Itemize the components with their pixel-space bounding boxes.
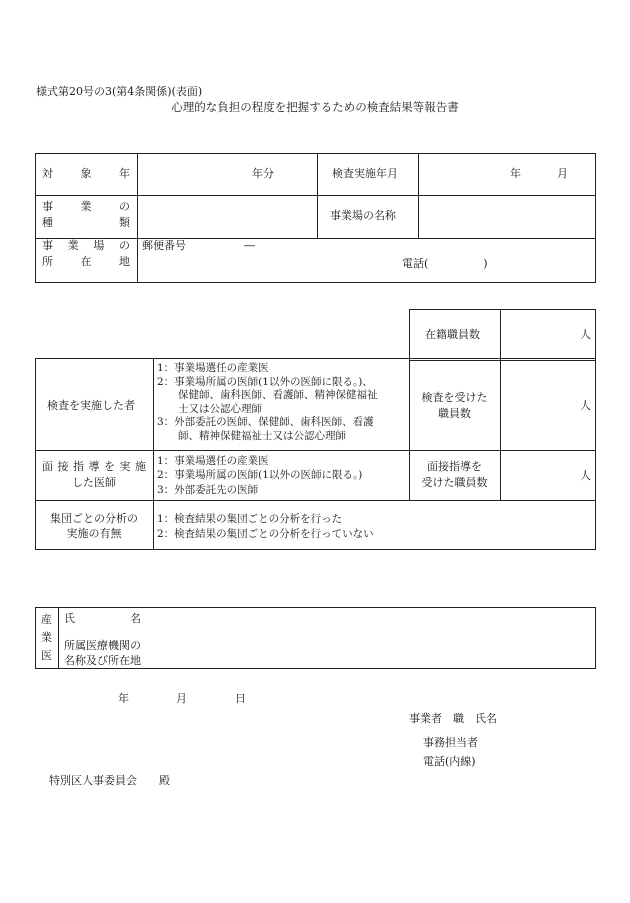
- divider: [153, 358, 154, 550]
- business-type-label: 事 業 の: [42, 200, 130, 213]
- physician-label-char: 産: [41, 613, 52, 626]
- workplace-location-label: 事 業 場 の: [42, 239, 130, 252]
- group-analysis-option: 1：検査結果の集団ごとの分析を行った: [157, 513, 343, 525]
- institution-label: 名称及び所在地: [64, 654, 141, 667]
- phone-extension-label: 電話(内線): [423, 755, 476, 768]
- group-analysis-label: 実施の有無: [66, 527, 122, 540]
- group-analysis-label: 集団ごとの分析の: [50, 512, 138, 525]
- physician-label-char: 医: [41, 649, 52, 662]
- interview-option: 1：事業場選任の産業医: [157, 455, 269, 467]
- implementer-option: 3：外部委託の医師、保健師、歯科医師、看護: [157, 416, 374, 428]
- recipient: 特別区人事委員会 殿: [49, 774, 170, 787]
- business-type-label: 種 類: [42, 216, 130, 229]
- physician-name-label: 氏 名: [64, 612, 141, 625]
- divider: [58, 607, 59, 669]
- implementer-option: 保健師、歯科医師、看護師、精神保健福祉: [157, 389, 378, 401]
- implementer-option: 1：事業場選任の産業医: [157, 362, 269, 374]
- interview-doctor-label: 面接指導を実施: [42, 460, 146, 473]
- phone-label: 電話( ): [402, 257, 488, 270]
- interview-doctor-label: した医師: [72, 476, 116, 489]
- staff-label: 事務担当者: [423, 736, 478, 749]
- postal-dash: ―: [244, 239, 255, 252]
- group-analysis-option: 2：検査結果の集団ごとの分析を行っていない: [157, 528, 374, 540]
- exam-month-unit: 月: [557, 167, 568, 180]
- person-unit: 人: [580, 328, 591, 341]
- postal-code-label: 郵便番号: [142, 239, 186, 252]
- implementer-option: 2：事業場所属の医師(1以外の医師に限る。)、: [157, 375, 373, 388]
- divider: [35, 195, 596, 196]
- divider: [35, 500, 596, 501]
- divider: [418, 153, 419, 238]
- physician-label-char: 業: [41, 631, 52, 644]
- divider: [137, 153, 138, 283]
- implementer-label: 検査を実施した者: [47, 399, 135, 412]
- person-unit: 人: [580, 399, 591, 412]
- interviewed-staff-label: 受けた職員数: [421, 476, 488, 489]
- year-unit: 年分: [252, 167, 274, 180]
- examined-staff-label: 職員数: [438, 407, 471, 420]
- form-number: 様式第20号の3(第4条関係)(表面): [36, 85, 203, 98]
- document-title: 心理的な負担の程度を把握するための検査結果等報告書: [171, 100, 459, 114]
- target-year-label: 対 象 年: [42, 167, 130, 180]
- date-month-unit: 月: [176, 692, 187, 705]
- institution-label: 所属医療機関の: [64, 639, 141, 652]
- interviewed-staff-label: 面接指導を: [427, 460, 482, 473]
- interview-option: 2：事業場所属の医師(1以外の医師に限る。): [157, 469, 363, 481]
- divider: [500, 309, 501, 500]
- person-unit: 人: [580, 469, 591, 482]
- divider: [317, 153, 318, 238]
- date-day-unit: 日: [235, 692, 246, 705]
- implementer-option: 師、精神保健福祉士又は公認心理師: [157, 429, 346, 442]
- exam-year-unit: 年: [510, 167, 521, 180]
- divider: [35, 450, 596, 451]
- date-year-unit: 年: [118, 692, 129, 705]
- workplace-name-label: 事業場の名称: [330, 209, 396, 222]
- enrolled-staff-label: 在籍職員数: [425, 328, 480, 341]
- exam-date-label: 検査実施年月: [332, 167, 398, 180]
- examined-staff-label: 検査を受けた: [421, 391, 488, 404]
- workplace-location-label: 所 在 地: [42, 255, 130, 268]
- employer-label: 事業者 職 氏名: [409, 712, 497, 725]
- interview-option: 3：外部委託先の医師: [157, 484, 259, 496]
- implementer-option: 士又は公認心理師: [157, 402, 262, 415]
